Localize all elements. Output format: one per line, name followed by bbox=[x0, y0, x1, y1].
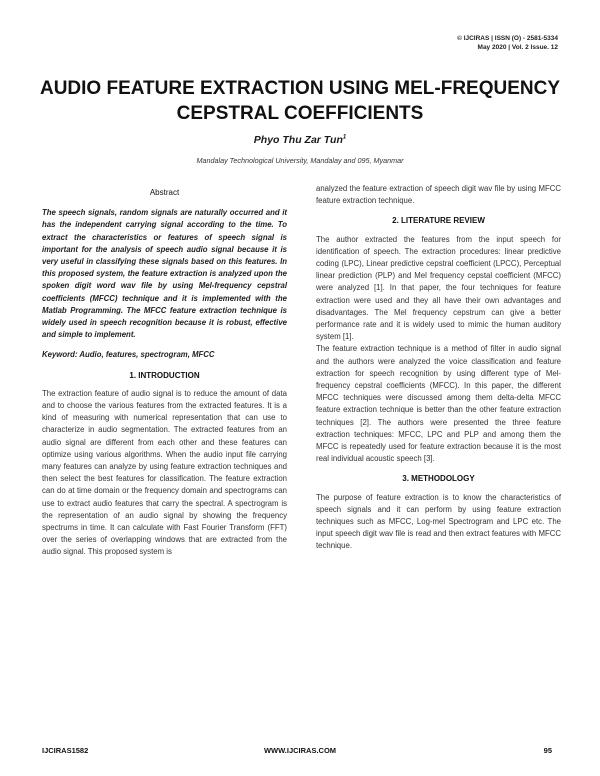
right-column bbox=[316, 183, 561, 553]
section-methodology-heading: 3. METHODOLOGY bbox=[402, 474, 475, 484]
author-mark: 1 bbox=[342, 134, 347, 141]
paper-title bbox=[30, 76, 570, 126]
footer-website: WWW.IJCIRAS.COM bbox=[263, 746, 337, 755]
footer-page-number: 95 bbox=[543, 746, 552, 755]
journal-header bbox=[457, 34, 558, 52]
introduction-continued: analyzed the feature extraction of speech digit wav file by using MFCC feature extraction technique. bbox=[316, 184, 561, 206]
title-line-1: AUDIO FEATURE EXTRACTION USING MEL-FREQUENCY bbox=[39, 78, 561, 99]
author-line bbox=[0, 134, 600, 146]
journal-issn: © IJCIRAS | ISSN (O) - 2581-5334 bbox=[457, 35, 558, 42]
affiliation: Mandalay Technological University, Mandalay and 095, Myanmar bbox=[196, 156, 404, 165]
abstract-text: The speech signals, random signals are naturally occurred and it has the independent carrying signal according to the time. To extract the characteristics or features of speech signal is important for the analysis of speech audio signal because it is very useful in classifying these signals based on this features. In this proposed system, the feature extraction is analyzed upon the spoken digit word wav file by using Mel-frequency cepstral coefficients (MFCC) technique and it is implemented with the Matlab Programming. The MFCC feature extraction technique is widely used in speech recognition because it is robust, effective and simple to implement. bbox=[42, 208, 287, 340]
left-column bbox=[42, 183, 287, 559]
keywords: Keyword: Audio, features, spectrogram, MFCC bbox=[42, 350, 215, 360]
title-line-2: CEPSTRAL COEFFICIENTS bbox=[176, 103, 424, 124]
literature-paragraph-1: The author extracted the features from the input speech for identification of speech. The extraction procedures: linear predictive coding (LPC), Linear predictive cepstral coefficient (LPCC), Perceptual linear prediction (PLP) and Mel frequency cepstal coefficient (MFCC) were analyzed [1]. In that paper, the four techniques for feature extraction were used and they all have their own advantages and disadvantages. The Mel frequency cepstrum can give a better performance rate and it is widely used to mimic the human auditory system [1]. bbox=[316, 234, 561, 342]
author-name: Phyo Thu Zar Tun bbox=[253, 134, 343, 146]
journal-issue: May 2020 | Vol. 2 Issue. 12 bbox=[477, 44, 558, 51]
introduction-paragraph: The extraction feature of audio signal is to reduce the amount of data and to choose the various features from the extracted features. It is a kind of measuring with numerical representation that can use to characterize in audio segmentation. The extracted features from an audio signal are different from each other and these features can optimize using various algorithms. When the audio input file carrying many features can analyze by using feature extraction techniques and then select the best features for classification. The feature extraction can do at time domain or the frequency domain and spectrograms can use to extract audio features that carry the spectral. A spectrogram is the representation of an audio signal by showing the frequency spectrums in time. It can calculate with Fast Fourier Transform (FFT) over the series of overlapping windows that are extracted from the audio signal. This proposed system is bbox=[42, 388, 287, 557]
abstract-heading: Abstract bbox=[149, 188, 180, 197]
methodology-paragraph: The purpose of feature extraction is to know the characteristics of speech signals and it can perform by using feature extraction techniques such as MFCC, Log-mel Spectrogram and LPC etc. The input speech digit wav file is read and then extract features with MFCC technique. bbox=[316, 492, 561, 551]
footer-paper-id: IJCIRAS1582 bbox=[42, 746, 89, 755]
literature-paragraph-2: The feature extraction technique is a method of filter in audio signal and the authors were analyzed the voice classification and feature extraction for speech recognition by using different type of Mel-frequency cepstral coefficients (MFCC). In this paper, the different MFCC techniques were discussed among them delta-delta MFCC feature extraction technique is better than the other feature extraction techniques [2]. The authors were presented the three feature extraction techniques: MFCC, LPC and PLP and among them the MFCC is repeatedly used for feature extraction because it is the most real individual acoustic speech [3]. bbox=[316, 344, 561, 464]
section-literature-heading: 2. LITERATURE REVIEW bbox=[392, 216, 485, 226]
section-introduction-heading: 1. INTRODUCTION bbox=[129, 370, 200, 380]
